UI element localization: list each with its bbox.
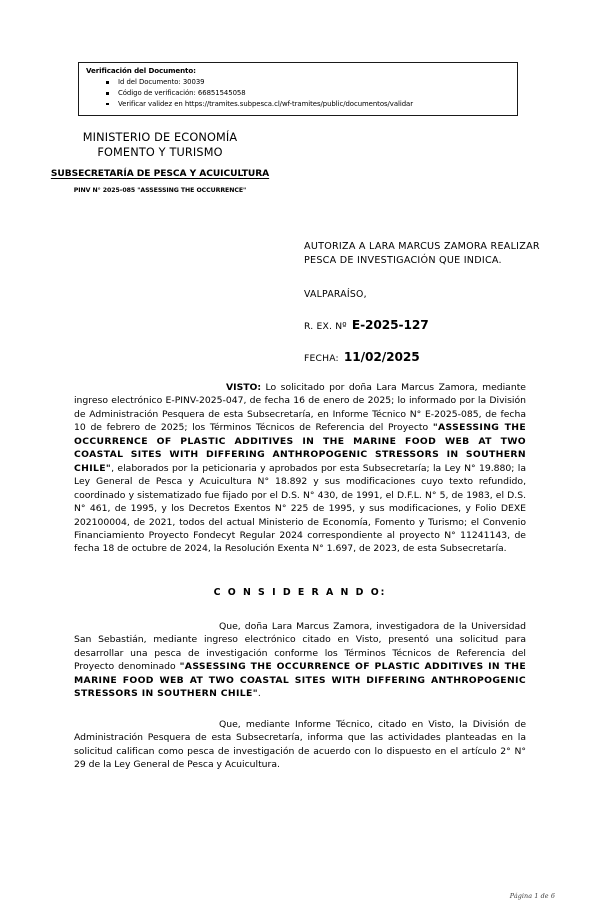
visto-project-title: "ASSESSING THE OCCURRENCE OF PLASTIC ADDITIVES IN THE MARINE FOOD WEB AT TWO COASTAL SITES WITH DIFFERING ANTHROPOGENIC STRESSORS IN SOUTHERN CHILE" — [74, 422, 526, 474]
considerando-heading: C O N S I D E R A N D O: — [213, 586, 387, 598]
paragraph-spacer — [74, 701, 526, 718]
considerando-1-project-title: "ASSESSING THE OCCURRENCE OF PLASTIC ADDITIVES IN THE MARINE FOOD WEB AT TWO COASTAL SITES WITH DIFFERING ANTHROPOGENIC STRESSORS IN SOUTHERN CHILE" — [74, 661, 526, 700]
resolution-title: AUTORIZA A LARA MARCUS ZAMORA REALIZAR PESCA DE INVESTIGACIÓN QUE INDICA. — [304, 241, 540, 267]
resolution-header — [304, 240, 544, 364]
verification-item-url: Verificar validez en https://tramites.subpesca.cl/wf-tramites/public/documentos/validar — [86, 99, 512, 110]
visto-text-part1: Lo solicitado por doña Lara Marcus Zamora, mediante ingreso electrónico E-PINV-2025-047, de fecha 16 de enero de 2025; lo informado por la División de Administración Pesquera de esta Subsecretaría, en Informe Técnico N° E-2025-085, de fecha 10 de febrero de 2025; los Términos Técnicos de Referencia del Proyecto — [74, 382, 526, 434]
verification-title: Verificación del Documento: — [86, 66, 196, 75]
document-body — [74, 381, 526, 771]
document-verification-box — [78, 62, 518, 116]
verification-item-code: Código de verificación: 66851545058 — [86, 88, 512, 99]
resolution-number-value: E-2025-127 — [351, 318, 429, 333]
considerando-paragraph-2 — [74, 718, 526, 772]
visto-paragraph — [74, 381, 526, 556]
resolution-date-row — [304, 350, 544, 364]
considerando-2-text: Que, mediante Informe Técnico, citado en Visto, la División de Administración Pesquera de esta Subsecretaría, informa que las actividades planteadas en la solicitud califican como pesca de investigación de acuerdo con lo dispuesto en el artículo 2° N° 29 de la Ley General de Pesca y Acuicultura. — [74, 718, 526, 770]
resolution-date-label: FECHA: — [304, 353, 339, 365]
visto-heading: VISTO: — [226, 382, 262, 393]
pinv-reference: PINV N° 2025-085 "ASSESSING THE OCCURRENCE" — [73, 186, 247, 194]
resolution-number-label: R. EX. Nº — [304, 321, 347, 333]
considerando-1-part2: . — [257, 688, 261, 700]
page-number-footer: Página 1 de 6 — [509, 892, 555, 900]
verification-item-document-id: Id del Documento: 30039 — [86, 77, 512, 88]
considerando-paragraph-1 — [74, 620, 526, 701]
ministry-header — [32, 131, 288, 196]
resolution-date-value: 11/02/2025 — [343, 350, 420, 365]
visto-text-part2: , elaborados por la peticionaria y aprobados por esta Subsecretaría; la Ley N° 19.880; la Ley General de Pesca y Acuicultura N° 18.892 y sus modificaciones cuyo texto refundido, coordinado y sistematizado fue fijado por el D.S. N° 430, de 1991, el D.F.L. N° 5, de 1983, el D.S. N° 461, de 1995, y los Decretos Exentos N° 225 de 1995, y sus modificaciones, y Folio DEXE 202100004, de 2021, todos del actual Ministerio de Economía, Fomento y Turismo; el Convenio Financiamiento Proyecto Fondecyt Regular 2024 correspondiente al proyecto N° 11241143, de fecha 18 de octubre de 2024, la Resolución Exenta N° 1.697, de 2023, de esta Subsecretaría. — [74, 462, 526, 555]
resolution-city: VALPARAÍSO, — [304, 289, 367, 301]
subsecretaria-name: SUBSECRETARÍA DE PESCA Y ACUICULTURA — [50, 168, 270, 179]
ministry-name-line1: MINISTERIO DE ECONOMÍA — [82, 131, 238, 144]
ministry-name-line2: FOMENTO Y TURISMO — [97, 145, 223, 159]
considerando-1-part1: Que, doña Lara Marcus Zamora, investigadora de la Universidad San Sebastián, mediante ingreso electrónico citado en Visto, presentó una solicitud para desarrollar una pesca de investigación conforme los Términos Técnicos de Referencia del Proyecto denominado — [74, 620, 526, 673]
verification-list — [86, 77, 512, 110]
resolution-number-row — [304, 318, 544, 332]
